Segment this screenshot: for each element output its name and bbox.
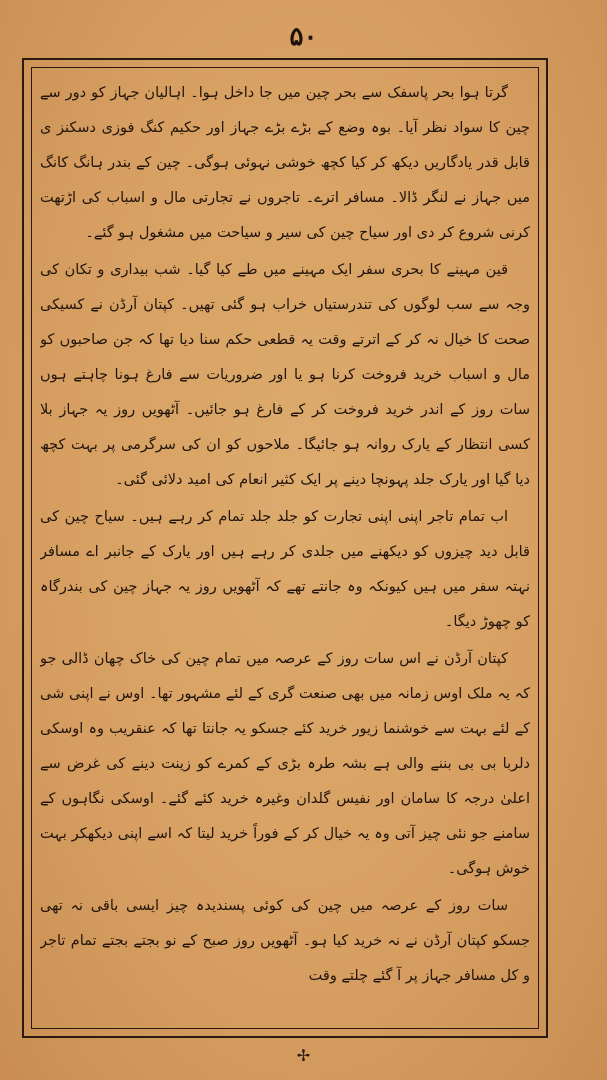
paragraph-5: سات روز کے عرصہ میں چین کی کوئی پسندیدہ چیز ایسی باقی نہ تھی جسکو کپتان آرڈن نے نہ خرید کیا ہو۔ آٹھویں روز صبح کے نو بجتے بجتے تمام تاجر و کل مسافر جہاز پر آ گئے چلتے وقت — [40, 898, 530, 984]
text-block — [40, 76, 530, 1020]
footer-ornament: ✢ — [296, 1046, 311, 1065]
page-number: ۵۰ — [289, 22, 318, 52]
paragraph-3: اب تمام تاجر اپنی اپنی تجارت کو جلد جلد تمام کر رہے ہیں۔ سیاح چین کی قابل دید چیزوں کو دیکھنے میں جلدی کر رہے ہیں اور یارک کے جانبر اے مسافر نہتہ سفر میں ہیں کیونکہ وہ جانتے تھے کہ آٹھویں روز یہ جہاز چین کی بندرگاہ کو چھوڑ دیگا۔ — [40, 509, 530, 630]
paragraph-2: قین مہینے کا بحری سفر ایک مہینے میں طے کیا گیا۔ شب بیداری و تکان کی وجہ سے سب لوگوں کی تندرستیاں خراب ہو گئی تھیں۔ کپتان آرڈن نے کسیکی صحت کا خیال نہ کر کے اترتے وقت یہ قطعی حکم سنا دیا تھا کہ جن صاحبوں کو مال و اسباب خرید فروخت کرنا ہو یا اور ضروریات سے فارغ ہونا چاہتے ہوں سات روز کے اندر خرید فروخت کر کے فارغ ہو جائیں۔ آٹھویں روز یہ جہاز بلا کسی انتظار کے یارک روانہ ہو جائیگا۔ ملاحوں کو ان کی سرگرمی پر بہت کچھ دیا گیا اور یارک جلد پہونچا دینے پر ایک کثیر انعام کی امید دلائی گئی۔ — [40, 262, 530, 488]
paragraph-4: کپتان آرڈن نے اس سات روز کے عرصہ میں تمام چین کی خاک چھان ڈالی جو کہ یہ ملک اوس زمانہ میں بھی صنعت گری کے لئے مشہور تھا۔ اوس نے اپنی شی کے لئے بہت سے خوشنما زیور خرید کئے جسکو یہ جانتا تھا کہ عنقریب وہ اوسکی دلربا بی بی بننے والی ہے بشہ طرہ بڑی کے کمرے کو زینت دینے کی غرض سے اعلیٰ درجہ کا سامان اور نفیس گلدان وغیرہ خرید کئے گئے۔ اوسکی نگاہوں کے سامنے جو نئی چیز آتی وہ یہ خیال کر کے فوراً خرید لیتا کہ اسے اپنی دیکھکر بہت خوش ہوگی۔ — [40, 651, 530, 877]
paragraph-1: گرتا ہوا بحر پاسفک سے بحر چین میں جا داخل ہوا۔ اہالیان جہاز کو دور سے چین کا سواد نظر آیا۔ بوہ وضع کے بڑے بڑے جہاز اور حکیم کنگ فوزی دسکنز ی قابل قدر یادگاریں دیکھ کر کیا کچھ خوشی نہوئی ہوگی۔ چین کے بندر ہانگ کانگ میں جہاز نے لنگر ڈالا۔ مسافر اترے۔ تاجروں نے تجارتی مال و اسباب کی اڑتھت کرنی شروع کر دی اور سیاح چین کی سیر و سیاحت میں مشغول ہو گئے۔ — [40, 85, 530, 241]
